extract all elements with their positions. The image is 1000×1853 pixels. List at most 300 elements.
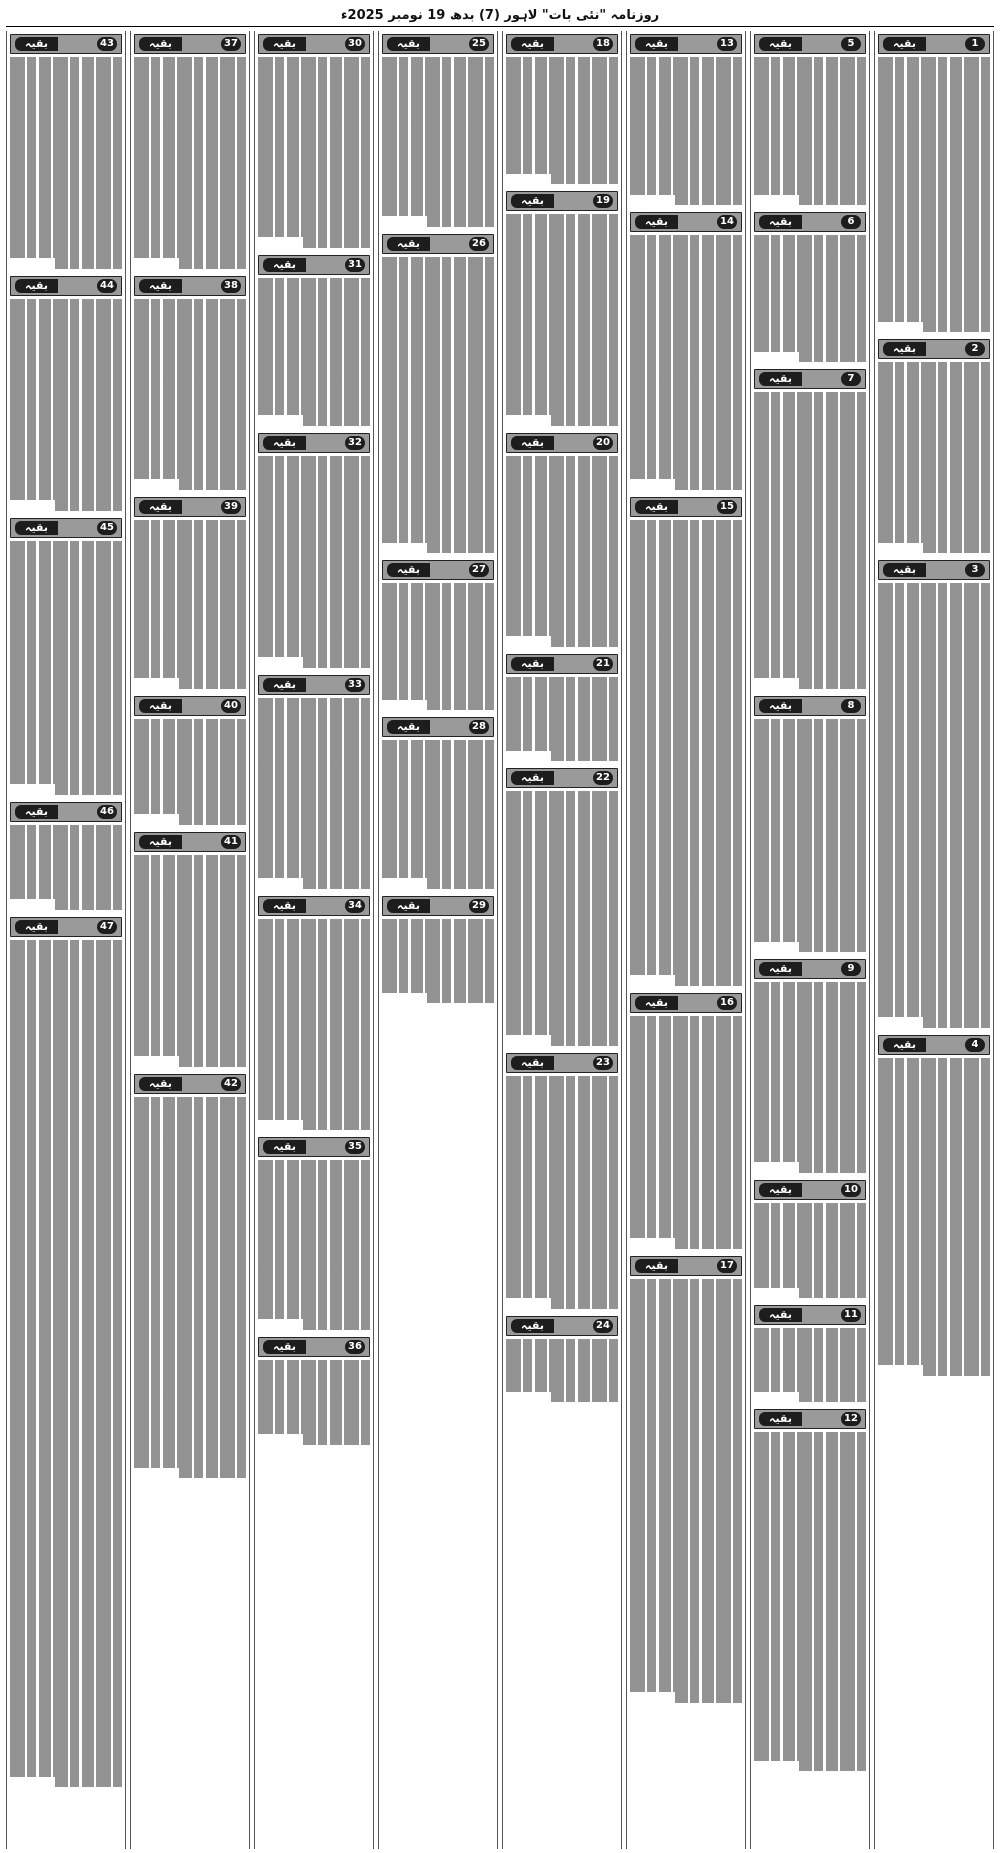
- article-text-block: [382, 919, 494, 1004]
- text-line: [551, 1035, 618, 1046]
- text-line: [10, 1099, 122, 1110]
- text-line: [630, 742, 742, 753]
- text-line: [10, 1650, 122, 1661]
- text-line: [878, 1058, 990, 1069]
- text-line: [754, 257, 866, 268]
- continued-tag: [506, 768, 618, 788]
- continued-tag: [754, 959, 866, 979]
- text-line: [630, 1491, 742, 1502]
- continued-item: [10, 799, 122, 910]
- text-line: [134, 1203, 246, 1214]
- text-line: [630, 1153, 742, 1164]
- continued-label: بقیہ: [883, 1038, 926, 1052]
- continued-label: بقیہ: [759, 962, 802, 976]
- text-line: [754, 174, 866, 185]
- text-line: [258, 1192, 370, 1203]
- text-line: [382, 583, 494, 594]
- text-line: [506, 163, 618, 174]
- text-line: [630, 1554, 742, 1565]
- text-line: [506, 498, 618, 509]
- continued-label: بقیہ: [759, 1183, 802, 1197]
- text-line: [630, 774, 742, 785]
- text-line: [10, 1353, 122, 1364]
- text-line: [754, 1612, 866, 1623]
- text-line: [754, 477, 866, 488]
- text-line: [878, 1238, 990, 1249]
- text-line: [134, 1139, 246, 1150]
- text-line: [799, 1162, 866, 1173]
- text-line: [878, 1302, 990, 1313]
- text-line: [303, 1434, 370, 1445]
- continued-label: بقیہ: [139, 1077, 182, 1091]
- article-text-block: [10, 825, 122, 910]
- text-line: [630, 1597, 742, 1608]
- masthead: روزنامہ "نئی بات" لاہور (7) بدھ 19 نومبر 2025ء: [6, 4, 994, 27]
- text-line: [506, 1192, 618, 1203]
- text-line: [630, 288, 742, 299]
- article-text-block: [630, 1279, 742, 1703]
- continued-item: [134, 1071, 246, 1478]
- text-line: [506, 908, 618, 919]
- text-line: [506, 477, 618, 488]
- text-line: [258, 131, 370, 142]
- text-line: [382, 278, 494, 289]
- text-line: [878, 1069, 990, 1080]
- text-line: [878, 290, 990, 301]
- text-line: [754, 604, 866, 615]
- text-line: [258, 1224, 370, 1235]
- text-line: [427, 216, 494, 227]
- text-line: [506, 331, 618, 342]
- text-line: [630, 1026, 742, 1037]
- text-line: [551, 174, 618, 185]
- text-line: [878, 668, 990, 679]
- continued-label: بقیہ: [387, 899, 430, 913]
- text-line: [134, 1330, 246, 1341]
- continued-label: بقیہ: [511, 37, 554, 51]
- text-line: [754, 520, 866, 531]
- text-line: [754, 1025, 866, 1036]
- text-line: [630, 859, 742, 870]
- text-line: [754, 152, 866, 163]
- text-line: [878, 362, 990, 373]
- text-line: [382, 783, 494, 794]
- text-line: [134, 1319, 246, 1330]
- text-line: [754, 1077, 866, 1088]
- text-line: [10, 1173, 122, 1184]
- text-line: [179, 479, 246, 490]
- text-line: [630, 1321, 742, 1332]
- text-line: [630, 1353, 742, 1364]
- text-line: [754, 846, 866, 857]
- text-line: [258, 288, 370, 299]
- continued-label: بقیہ: [139, 835, 182, 849]
- text-line: [10, 394, 122, 405]
- text-line: [10, 1565, 122, 1576]
- text-line: [754, 783, 866, 794]
- text-line: [134, 615, 246, 626]
- text-line: [303, 237, 370, 248]
- continued-tag: [382, 717, 494, 737]
- text-line: [506, 573, 618, 584]
- text-line: [134, 647, 246, 658]
- text-line: [134, 793, 246, 804]
- text-line: [258, 467, 370, 478]
- continued-item: [878, 557, 990, 1028]
- text-line: [754, 445, 866, 456]
- text-line: [754, 636, 866, 647]
- text-line: [878, 532, 990, 543]
- continued-item: [382, 31, 494, 227]
- text-line: [134, 740, 246, 751]
- text-line: [506, 1118, 618, 1129]
- text-line: [258, 1160, 370, 1171]
- text-line: [382, 594, 494, 605]
- text-line: [878, 373, 990, 384]
- text-line: [382, 814, 494, 825]
- text-line: [878, 1132, 990, 1143]
- text-line: [878, 121, 990, 132]
- continued-label: بقیہ: [387, 37, 430, 51]
- text-line: [754, 626, 866, 637]
- continued-item: [630, 990, 742, 1249]
- text-line: [630, 152, 742, 163]
- text-line: [754, 1602, 866, 1613]
- text-line: [754, 1109, 866, 1120]
- text-line: [134, 887, 246, 898]
- text-line: [382, 257, 494, 268]
- text-line: [630, 257, 742, 268]
- text-line: [10, 1056, 122, 1067]
- text-line: [506, 1014, 618, 1025]
- text-line: [754, 867, 866, 878]
- text-line: [10, 763, 122, 774]
- text-line: [134, 972, 246, 983]
- text-line: [878, 763, 990, 774]
- text-line: [258, 1277, 370, 1288]
- text-line: [134, 604, 246, 615]
- continued-number: 6: [841, 215, 861, 229]
- text-line: [878, 647, 990, 658]
- text-line: [427, 878, 494, 889]
- text-line: [551, 1392, 618, 1403]
- text-line: [754, 931, 866, 942]
- text-line: [754, 78, 866, 89]
- text-line: [258, 636, 370, 647]
- text-line: [258, 477, 370, 488]
- text-line: [630, 604, 742, 615]
- continued-number: 41: [221, 835, 241, 849]
- continued-number: 37: [221, 37, 241, 51]
- text-line: [134, 929, 246, 940]
- continued-label: بقیہ: [511, 194, 554, 208]
- text-line: [134, 89, 246, 100]
- continued-label: بقیہ: [15, 279, 58, 293]
- article-text-block: [258, 57, 370, 248]
- text-line: [878, 1100, 990, 1111]
- text-line: [258, 1046, 370, 1057]
- text-line: [134, 1160, 246, 1171]
- text-line: [10, 1597, 122, 1608]
- continued-tag: [630, 212, 742, 232]
- text-line: [630, 384, 742, 395]
- text-line: [630, 784, 742, 795]
- continued-label: بقیہ: [263, 436, 306, 450]
- continued-number: 27: [469, 563, 489, 577]
- text-line: [258, 78, 370, 89]
- text-line: [134, 1351, 246, 1362]
- text-line: [754, 541, 866, 552]
- text-line: [630, 235, 742, 246]
- continued-label: بقیہ: [759, 699, 802, 713]
- text-line: [303, 657, 370, 668]
- text-line: [630, 753, 742, 764]
- text-line: [506, 235, 618, 246]
- text-line: [258, 121, 370, 132]
- text-line: [506, 855, 618, 866]
- text-line: [10, 299, 122, 310]
- text-line: [630, 520, 742, 531]
- text-line: [134, 362, 246, 373]
- text-line: [10, 121, 122, 132]
- text-line: [10, 426, 122, 437]
- continued-number: 8: [841, 699, 861, 713]
- continued-item: [382, 557, 494, 710]
- text-line: [878, 415, 990, 426]
- text-line: [878, 965, 990, 976]
- continued-tag: [134, 1074, 246, 1094]
- continued-label: بقیہ: [635, 215, 678, 229]
- text-line: [10, 1544, 122, 1555]
- text-line: [878, 405, 990, 416]
- continued-tag: [754, 696, 866, 716]
- text-line: [630, 1037, 742, 1048]
- text-line: [630, 922, 742, 933]
- article-text-block: [382, 583, 494, 710]
- text-line: [10, 1671, 122, 1682]
- text-line: [258, 1099, 370, 1110]
- continued-number: 7: [841, 372, 861, 386]
- text-line: [675, 479, 742, 490]
- text-line: [10, 940, 122, 951]
- text-line: [10, 1586, 122, 1597]
- article-text-block: [506, 57, 618, 184]
- article-text-block: [506, 214, 618, 426]
- text-line: [10, 1088, 122, 1099]
- text-line: [754, 131, 866, 142]
- continued-item: [878, 336, 990, 553]
- article-text-block: [258, 278, 370, 426]
- article-text-block: [878, 1058, 990, 1376]
- text-line: [754, 320, 866, 331]
- text-line: [506, 940, 618, 951]
- text-line: [10, 216, 122, 227]
- text-line: [134, 384, 246, 395]
- text-line: [754, 1644, 866, 1655]
- text-line: [551, 415, 618, 426]
- text-line: [506, 352, 618, 363]
- article-text-block: [258, 1360, 370, 1445]
- text-line: [427, 543, 494, 554]
- text-line: [258, 352, 370, 363]
- text-line: [754, 299, 866, 310]
- article-text-block: [382, 740, 494, 888]
- text-line: [10, 490, 122, 501]
- continued-label: بقیہ: [263, 1140, 306, 1154]
- text-line: [382, 751, 494, 762]
- text-line: [754, 184, 866, 195]
- text-line: [630, 1196, 742, 1207]
- text-line: [630, 1681, 742, 1692]
- text-line: [630, 110, 742, 121]
- text-line: [10, 993, 122, 1004]
- text-line: [10, 972, 122, 983]
- text-line: [10, 1077, 122, 1088]
- text-line: [878, 142, 990, 153]
- text-line: [258, 1288, 370, 1299]
- text-line: [675, 1238, 742, 1249]
- text-line: [630, 362, 742, 373]
- article-text-block: [134, 719, 246, 825]
- text-line: [675, 975, 742, 986]
- text-line: [878, 1259, 990, 1270]
- text-line: [754, 99, 866, 110]
- text-line: [878, 1249, 990, 1260]
- text-line: [258, 299, 370, 310]
- text-line: [754, 1665, 866, 1676]
- text-line: [630, 1069, 742, 1080]
- text-line: [923, 322, 990, 333]
- text-line: [134, 626, 246, 637]
- text-line: [258, 647, 370, 658]
- text-line: [10, 774, 122, 785]
- text-line: [134, 458, 246, 469]
- text-line: [754, 1559, 866, 1570]
- text-line: [754, 615, 866, 626]
- text-line: [258, 1014, 370, 1025]
- text-line: [382, 89, 494, 100]
- text-line: [258, 530, 370, 541]
- text-line: [258, 982, 370, 993]
- text-line: [10, 1448, 122, 1459]
- text-line: [10, 1385, 122, 1396]
- text-line: [382, 668, 494, 679]
- text-line: [630, 530, 742, 541]
- text-line: [10, 1459, 122, 1470]
- text-line: [382, 615, 494, 626]
- text-line: [551, 636, 618, 647]
- text-line: [630, 837, 742, 848]
- article-text-block: [10, 299, 122, 511]
- text-line: [878, 163, 990, 174]
- column: [750, 31, 870, 1849]
- text-line: [258, 1171, 370, 1182]
- text-line: [10, 700, 122, 711]
- text-line: [799, 352, 866, 363]
- text-line: [754, 57, 866, 68]
- continued-number: 47: [97, 920, 117, 934]
- text-line: [10, 636, 122, 647]
- text-line: [754, 889, 866, 900]
- text-line: [754, 647, 866, 658]
- text-line: [382, 309, 494, 320]
- text-line: [382, 426, 494, 437]
- text-line: [10, 68, 122, 79]
- text-line: [630, 1342, 742, 1353]
- text-line: [506, 1003, 618, 1014]
- text-line: [754, 1655, 866, 1666]
- text-line: [258, 551, 370, 562]
- text-line: [878, 237, 990, 248]
- text-line: [878, 1079, 990, 1090]
- text-line: [258, 309, 370, 320]
- text-line: [134, 1107, 246, 1118]
- continued-tag: [10, 34, 122, 54]
- text-line: [134, 205, 246, 216]
- text-line: [630, 954, 742, 965]
- text-line: [258, 488, 370, 499]
- text-line: [506, 225, 618, 236]
- text-line: [506, 530, 618, 541]
- text-line: [10, 1501, 122, 1512]
- text-line: [134, 216, 246, 227]
- text-line: [506, 583, 618, 594]
- text-line: [10, 1480, 122, 1491]
- text-line: [675, 195, 742, 206]
- text-line: [630, 1332, 742, 1343]
- continued-label: بقیہ: [511, 657, 554, 671]
- text-line: [878, 468, 990, 479]
- text-line: [630, 1217, 742, 1228]
- text-line: [55, 500, 122, 511]
- text-line: [134, 1129, 246, 1140]
- continued-tag: [630, 993, 742, 1013]
- column: [626, 31, 746, 1849]
- text-line: [630, 1016, 742, 1027]
- continued-tag: [506, 654, 618, 674]
- text-line: [630, 1533, 742, 1544]
- text-line: [878, 152, 990, 163]
- text-line: [754, 1729, 866, 1740]
- continued-number: 29: [469, 899, 489, 913]
- text-line: [10, 1395, 122, 1406]
- text-line: [258, 1298, 370, 1309]
- text-line: [630, 731, 742, 742]
- text-line: [799, 1761, 866, 1772]
- text-line: [258, 1182, 370, 1193]
- text-line: [630, 901, 742, 912]
- continued-item: [382, 893, 494, 1004]
- text-line: [506, 982, 618, 993]
- text-line: [878, 626, 990, 637]
- text-line: [506, 708, 618, 719]
- text-line: [382, 99, 494, 110]
- text-line: [630, 57, 742, 68]
- text-line: [754, 1213, 866, 1224]
- continued-item: [258, 672, 370, 889]
- text-line: [134, 1256, 246, 1267]
- text-line: [506, 341, 618, 352]
- text-line: [754, 392, 866, 403]
- text-line: [878, 394, 990, 405]
- text-line: [878, 880, 990, 891]
- text-line: [134, 573, 246, 584]
- continued-tag: [134, 34, 246, 54]
- text-line: [506, 844, 618, 855]
- text-line: [878, 248, 990, 259]
- text-line: [134, 940, 246, 951]
- text-line: [754, 1120, 866, 1131]
